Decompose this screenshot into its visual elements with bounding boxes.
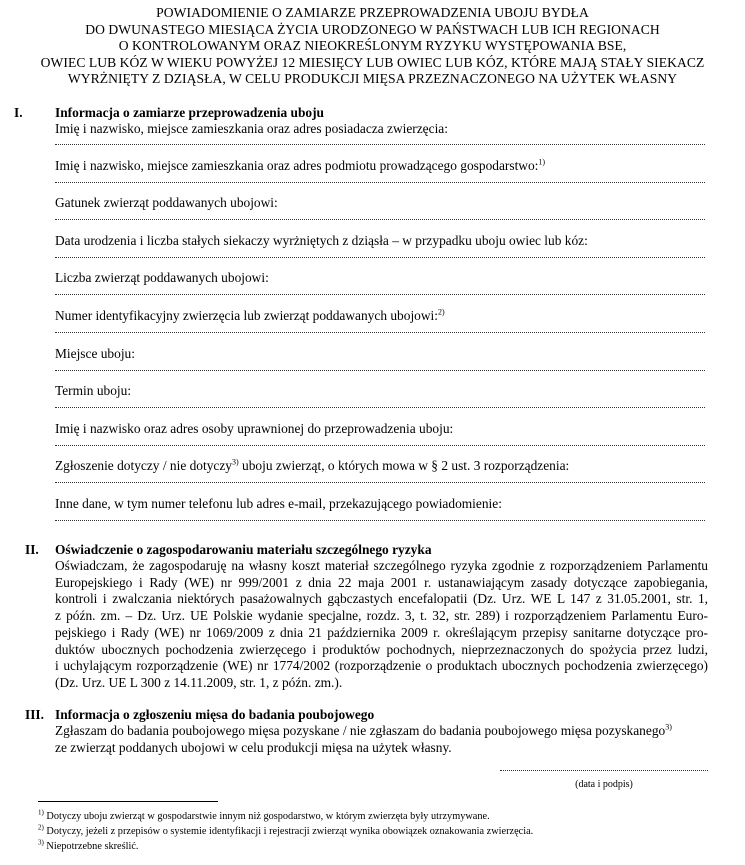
field-label-animal-id: Numer identyfikacyjny zwierzęcia lub zwierząt poddawanych ubojowi:$^{2)}$ [55, 307, 445, 323]
declaration-line: Oświadczam, że zagospodaruję na własny koszt materiał szczególnego ryzyka zgodnie z rozporządzeniem Parlamentu [55, 558, 708, 573]
field-label-farm-operator: Imię i nazwisko, miejsce zamieszkania oraz adres podmiotu prowadzącego gospodarstwo:$^{1)}$ [55, 157, 546, 173]
section-3-heading: Informacja o zgłoszeniu mięsa do badania poubojowego [55, 707, 375, 722]
declaration-line: (Dz. Urz. UE L 300 z 14.11.2009, str. 1, z późn. zm.). [55, 674, 343, 690]
statement-line: Zgłaszam do badania poubojowego mięsa pozyskane / nie zgłaszam do badania poubojowego mięsa pozyskanego$^{3)}$ [55, 722, 672, 738]
declaration-line: kontroli i zwalczania niektórych pasażowalnych gąbczastych encefalopatii (Dz. Urz. WE L 147 z 31.05.2001, str. 1, [55, 591, 708, 607]
field-authorized-person-line[interactable] [55, 445, 705, 446]
footnote-3: $^{3)}$ Niepotrzebne skreślić. [38, 838, 139, 852]
section-2-heading: Oświadczenie o zagospodarowaniu materiału szczególnego ryzyka [55, 542, 432, 557]
title-line: O KONTROLOWANYM ORAZ NIEOKREŚLONYM RYZYKU WYSTĘPOWANIA BSE, [118, 38, 627, 54]
field-animal-id-line[interactable] [55, 332, 705, 333]
form-title [0, 5, 745, 88]
section-1-heading: Informacja o zamiarze przeprowadzenia uboju [55, 105, 325, 120]
declaration-line: Europejskiego i Rady (WE) nr 999/2001 z dnia 22 maja 2001 r. ustanawiającym zasady dotyczące zapobiegania, [55, 574, 708, 590]
statement-line: ze zwierząt poddanych ubojowi w celu produkcji mięsa na użytek własny. [55, 739, 452, 755]
footnote-divider [38, 801, 218, 802]
declaration-line: pejskiego i Rady (WE) nr 1069/2009 z dnia 21 października 2009 r. określającym przepisy sanitarne dotyczące pro- [55, 624, 708, 640]
field-label-species: Gatunek zwierząt poddawanych ubojowi: [55, 195, 278, 210]
field-label-owner: Imię i nazwisko, miejsce zamieszkania oraz adres posiadacza zwierzęcia: [55, 121, 448, 136]
field-notification-scope-line[interactable] [55, 482, 705, 483]
field-farm-operator-line[interactable] [55, 182, 705, 183]
title-line: WYRŻNIĘTY Z DZIĄSŁA, W CELU PRODUKCJI MIĘSA PRZEZNACZONEGO NA UŻYTEK WŁASNY [67, 71, 678, 87]
field-label-slaughter-date: Termin uboju: [55, 383, 132, 398]
declaration-line: i uchylającym rozporządzenie (WE) nr 1774/2002 (rozporządzenie o produktach ubocznych pochodzenia zwierzęcego) [55, 658, 708, 674]
field-animal-count-line[interactable] [55, 294, 705, 295]
signature-caption: (data i podpis) [575, 779, 633, 790]
field-label-animal-count: Liczba zwierząt poddawanych ubojowi: [55, 270, 269, 285]
field-label-slaughter-place: Miejsce uboju: [55, 346, 135, 361]
field-contact-data-line[interactable] [55, 520, 705, 521]
declaration-line: duktów ubocznych pochodzenia zwierzęcego i produktów pochodnych, nieprzeznaczonych do spożycia przez ludzi, [55, 641, 708, 657]
footnote-1: $^{1)}$ Dotyczy uboju zwierząt w gospodarstwie innym niż gospodarstwo, w którym zwierzęta były utrzymywane. [38, 808, 490, 822]
section-3-number: III. [25, 707, 44, 722]
declaration-line: z późn. zm. – Dz. Urz. UE Polskie wydanie specjalne, rozdz. 3, t. 32, str. 289) i rozporządzeniem Parlamentu Euro- [55, 608, 708, 624]
title-line: POWIADOMIENIE O ZAMIARZE PRZEPROWADZENIA UBOJU BYDŁA [156, 5, 589, 20]
section-3-statement [55, 723, 708, 756]
field-species-line[interactable] [55, 219, 705, 220]
field-label-notification-scope: Zgłoszenie dotyczy / nie dotyczy$^{3)}$ uboju zwierząt, o których mowa w § 2 ust. 3 rozporządzenia: [55, 457, 570, 473]
field-label-birth-date-teeth: Data urodzenia i liczba stałych siekaczy wyrżniętych z dziąsła – w przypadku uboju owiec lub kóz: [55, 233, 588, 248]
field-label-authorized-person: Imię i nazwisko oraz adres osoby uprawnionej do przeprowadzenia uboju: [55, 421, 454, 436]
field-birth-date-teeth-line[interactable] [55, 257, 705, 258]
field-slaughter-place-line[interactable] [55, 370, 705, 371]
section-2-declaration [55, 558, 708, 692]
footnote-2: $^{2)}$ Dotyczy, jeżeli z przepisów o systemie identyfikacji i rejestracji zwierząt wynika obowiązek oznakowania zwierzęcia. [38, 823, 534, 837]
field-label-contact-data: Inne dane, w tym numer telefonu lub adres e-mail, przekazującego powiadomienie: [55, 496, 502, 511]
title-line: OWIEC LUB KÓZ W WIEKU POWYŻEJ 12 MIESIĘCY LUB OWIEC LUB KÓZ, KTÓRE MAJĄ STAŁY SIEKACZ [40, 54, 705, 70]
signature-line[interactable] [500, 770, 708, 771]
section-1-number: I. [14, 105, 23, 120]
field-slaughter-date-line[interactable] [55, 407, 705, 408]
field-owner-line[interactable] [55, 144, 705, 145]
section-2-number: II. [25, 542, 39, 557]
title-line: DO DWUNASTEGO MIESIĄCA ŻYCIA URODZONEGO W PAŃSTWACH LUB ICH REGIONACH [85, 21, 660, 37]
